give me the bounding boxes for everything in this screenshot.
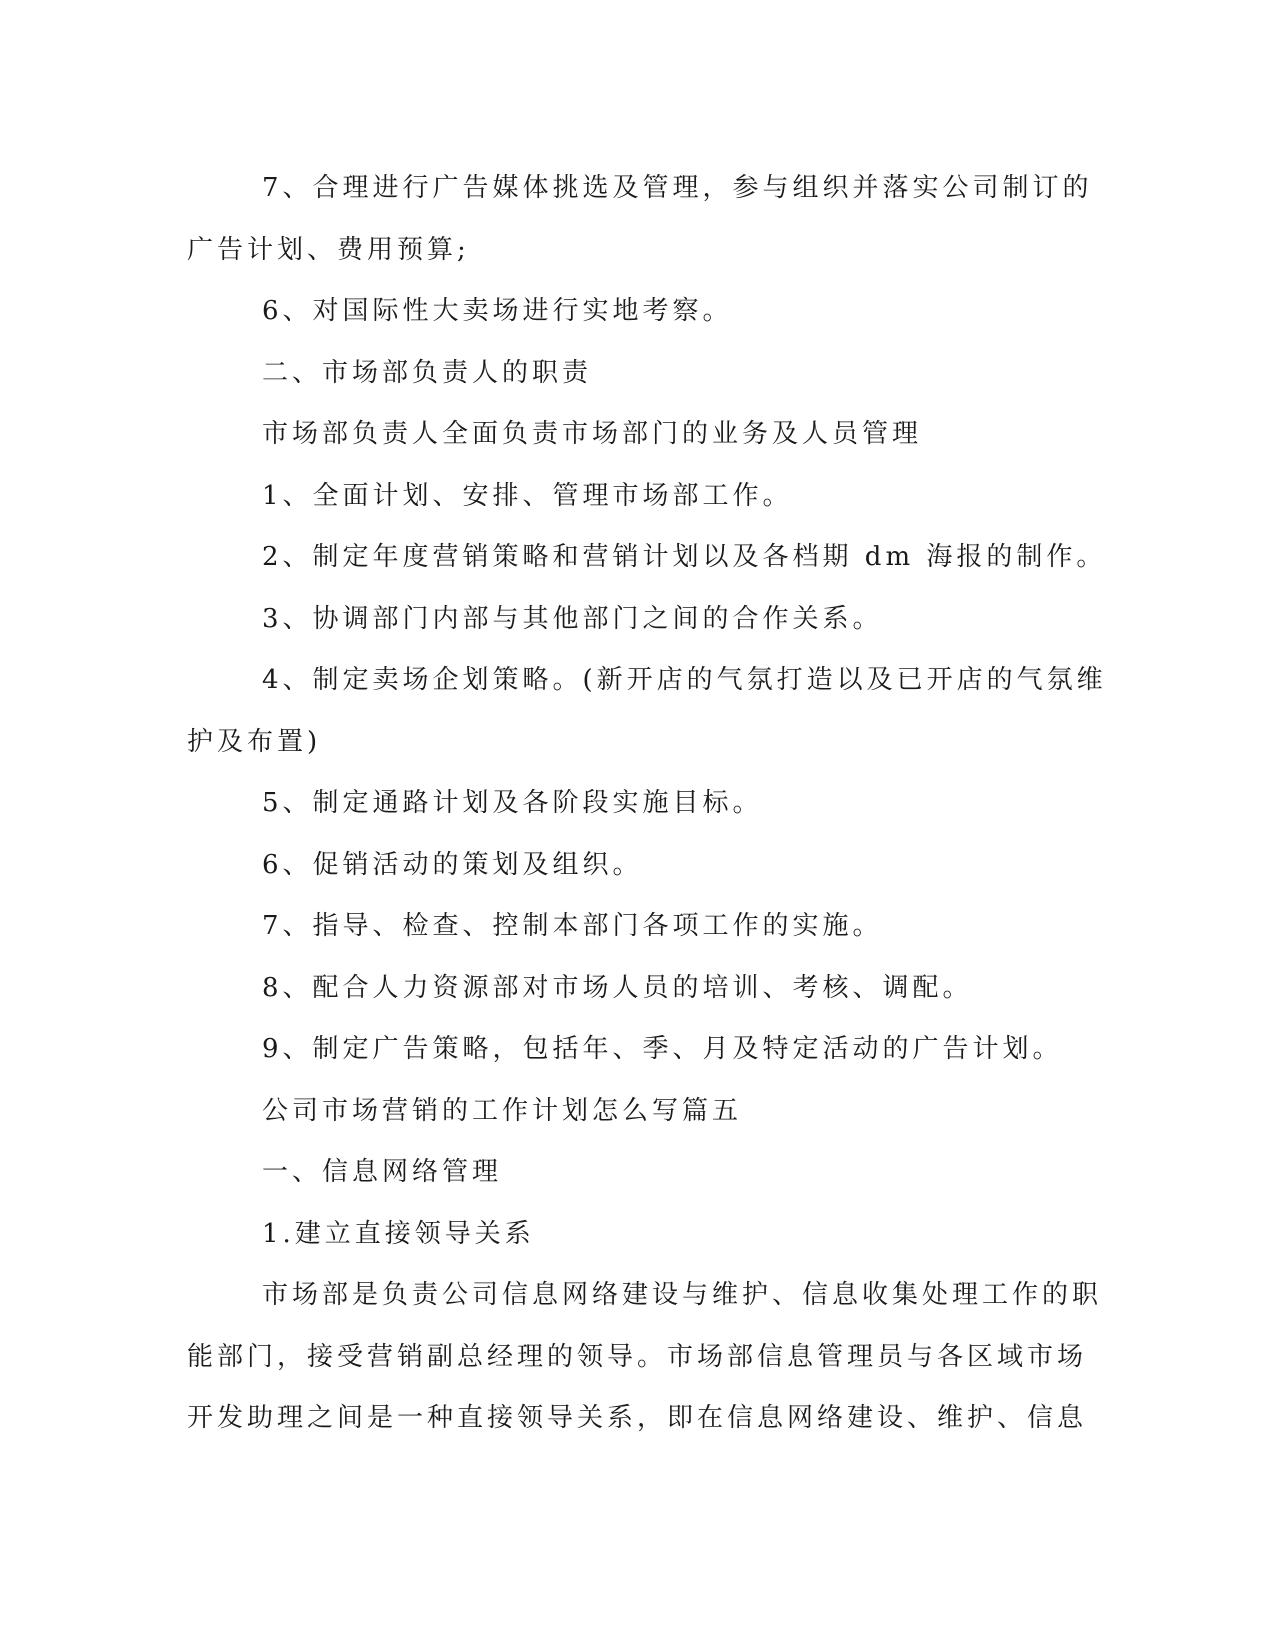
- section-heading-info-network: 一、信息网络管理: [262, 1157, 503, 1187]
- duty-item-2: 2、制定年度营销策略和营销计划以及各档期 dm 海报的制作。: [262, 542, 1107, 572]
- duty-item-8: 8、配合人力资源部对市场人员的培训、考核、调配。: [262, 972, 973, 1003]
- subsection-heading-direct-leadership: 1.建立直接领导关系: [262, 1218, 535, 1249]
- chapter-title-part-five: 公司市场营销的工作计划怎么写篇五: [262, 1095, 743, 1126]
- paragraph-ad-media-line-2: 广告计划、费用预算;: [187, 234, 470, 265]
- paragraph-manager-overview: 市场部负责人全面负责市场部门的业务及人员管理: [262, 419, 923, 449]
- duty-item-3: 3、协调部门内部与其他部门之间的合作关系。: [262, 603, 883, 634]
- duty-item-4-line-2: 护及布置): [187, 726, 322, 757]
- duty-item-9: 9、制定广告策略，包括年、季、月及特定活动的广告计划。: [262, 1034, 1063, 1064]
- duty-item-6: 6、促销活动的策划及组织。: [262, 849, 643, 880]
- section-heading-manager-duties: 二、市场部负责人的职责: [262, 357, 593, 388]
- paragraph-ad-media-line-1: 7、合理进行广告媒体挑选及管理，参与组织并落实公司制订的: [262, 173, 1093, 203]
- duty-item-1: 1、全面计划、安排、管理市场部工作。: [262, 480, 793, 511]
- document-body: [187, 158, 1107, 1450]
- paragraph-hypermarket-survey: 6、对国际性大卖场进行实地考察。: [262, 296, 733, 326]
- duty-item-4-line-1: 4、制定卖场企划策略。(新开店的气氛打造以及已开店的气氛维: [262, 665, 1107, 695]
- duty-item-7: 7、指导、检查、控制本部门各项工作的实施。: [262, 911, 883, 941]
- paragraph-market-dept-line-2: 能部门，接受营销副总经理的领导。市场部信息管理员与各区域市场: [187, 1341, 1088, 1372]
- duty-item-5: 5、制定通路计划及各阶段实施目标。: [262, 788, 763, 818]
- paragraph-market-dept-line-3: 开发助理之间是一种直接领导关系，即在信息网络建设、维护、信息: [187, 1403, 1088, 1433]
- paragraph-market-dept-line-1: 市场部是负责公司信息网络建设与维护、信息收集处理工作的职: [262, 1280, 1103, 1310]
